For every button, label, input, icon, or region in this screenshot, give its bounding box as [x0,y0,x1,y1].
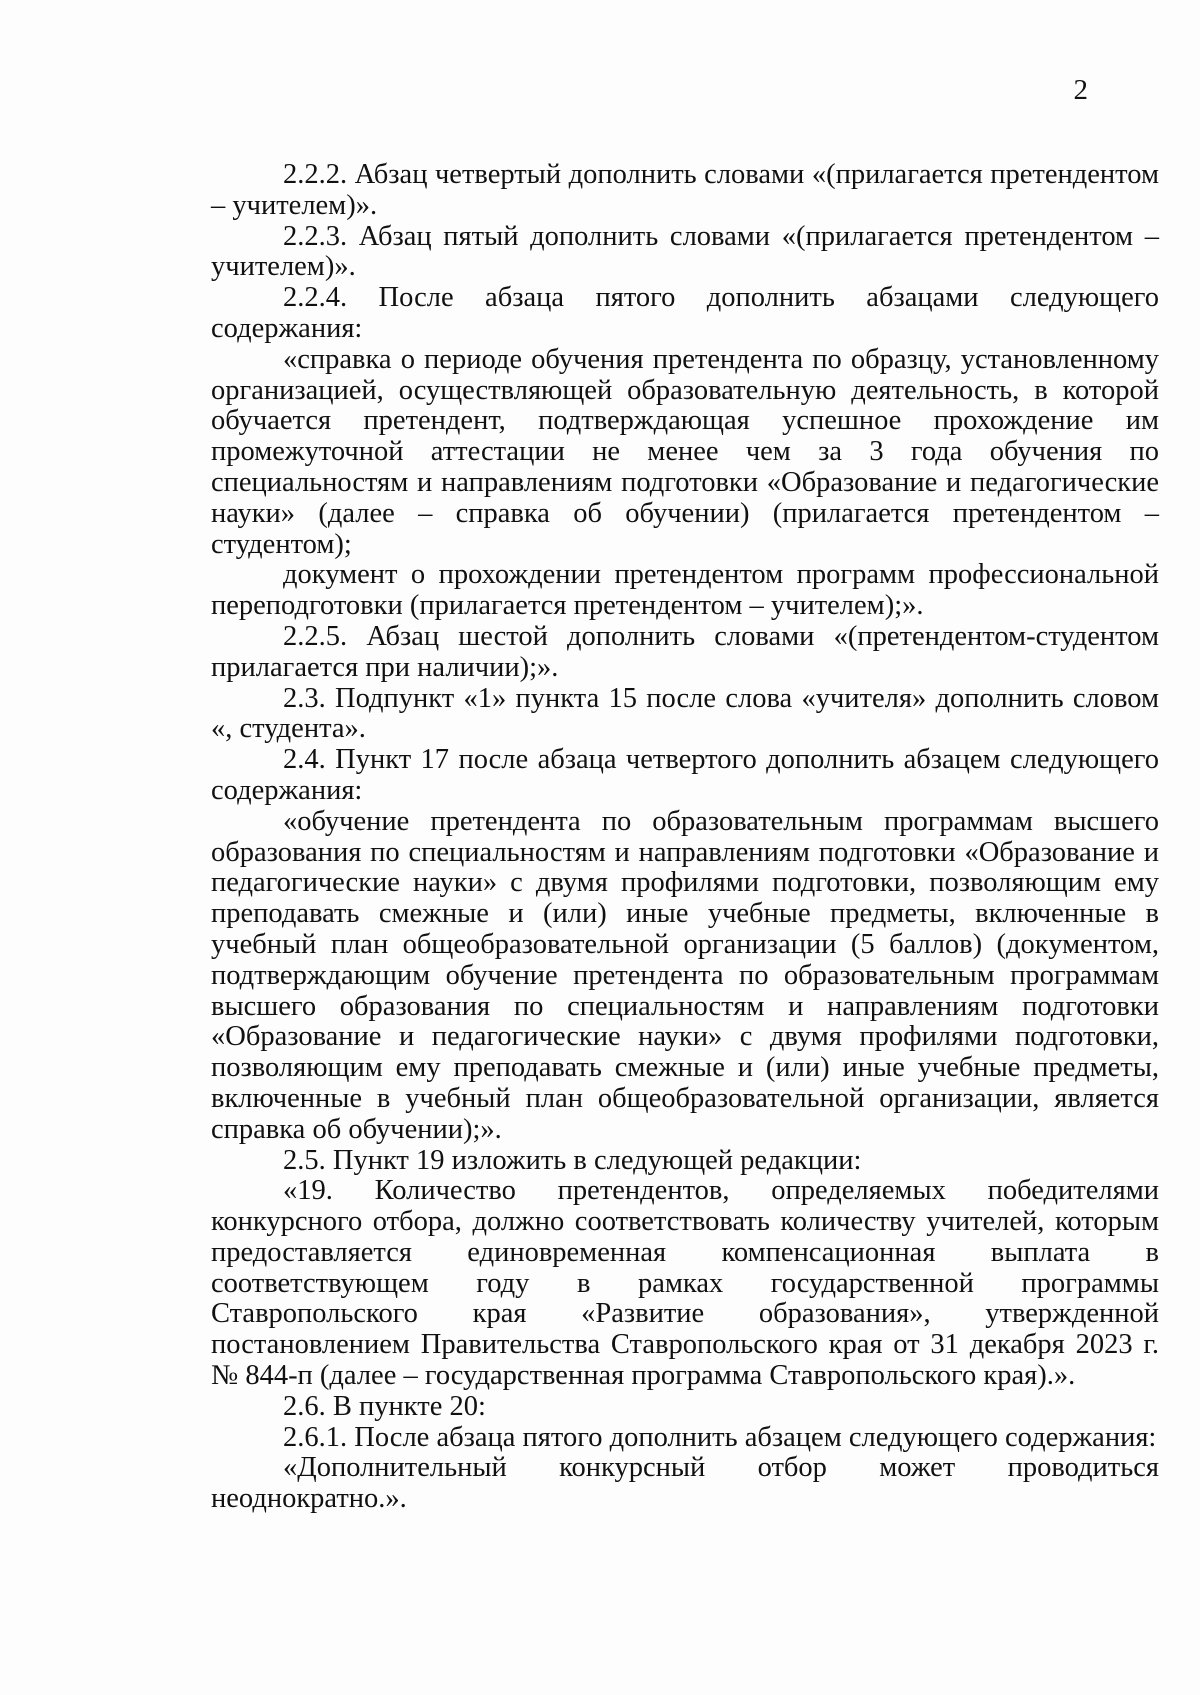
paragraph-2-2-4: 2.2.4. После абзаца пятого дополнить абзацами следующего содержания: [211,282,1159,344]
paragraph-point-19: «19. Количество претендентов, определяемых победителями конкурсного отбора, должно соответствовать количеству учителей, которым предоставляется единовременная компенсационная выплата в соответствующем году в рамках государственной программы Ставропольского края «Развитие образования», утвержденной постановлением Правительства Ставропольского края от 31 декабря 2023 г. № 844-п (далее – государственная программа Ставропольского края).». [211,1175,1159,1392]
paragraph-2-4: 2.4. Пункт 17 после абзаца четвертого дополнить абзацем следующего содержания: [211,744,1159,806]
paragraph-2-2-5: 2.2.5. Абзац шестой дополнить словами «(претендентом-студентом прилагается при наличии);». [211,620,1159,683]
paragraph-retraining-document: документ о прохождении претендентом программ профессиональной переподготовки (прилагается претендентом – учителем);». [211,559,1159,622]
paragraph-additional-selection: «Дополнительный конкурсный отбор может проводиться неоднократно.». [211,1452,1159,1515]
paragraph-2-6: 2.6. В пункте 20: [283,1390,486,1422]
document-body [211,160,1159,1515]
paragraph-2-5: 2.5. Пункт 19 изложить в следующей редакции: [283,1144,862,1176]
paragraph-study-certificate: «справка о периоде обучения претендента по образцу, установленному организацией, осуществляющей образовательную деятельность, в которой обучается претендент, подтверждающая успешное прохождение им промежуточной аттестации не менее чем за 3 года обучения по специальностям и направлениям подготовки «Образование и педагогические науки» (далее – справка об обучении) (прилагается претендентом – студентом); [211,343,1159,560]
page-number: 2 [1073,74,1088,106]
paragraph-2-3: 2.3. Подпункт «1» пункта 15 после слова «учителя» дополнить словом «, студента». [211,682,1159,745]
paragraph-2-2-3: 2.2.3. Абзац пятый дополнить словами «(прилагается претендентом – учителем)». [211,220,1159,283]
paragraph-2-2-2: 2.2.2. Абзац четвертый дополнить словами «(прилагается претендентом – учителем)». [211,159,1159,221]
paragraph-2-6-1: 2.6.1. После абзаца пятого дополнить абзацем следующего содержания: [283,1421,1157,1453]
paragraph-study-programs: «обучение претендента по образовательным программам высшего образования по специальностям и направлениям подготовки «Образование и педагогические науки» с двумя профилями подготовки, позволяющим ему преподавать смежные и (или) иные учебные предметы, включенные в учебный план общеобразовательной организации (5 баллов) (документом, подтверждающим обучение претендента по образовательным программам высшего образования по специальностям и направлениям подготовки «Образование и педагогические науки» с двумя профилями подготовки, позволяющим ему преподавать смежные и (или) иные учебные предметы, включенные в учебный план общеобразовательной организации, является справка об обучении);». [211,805,1159,1145]
